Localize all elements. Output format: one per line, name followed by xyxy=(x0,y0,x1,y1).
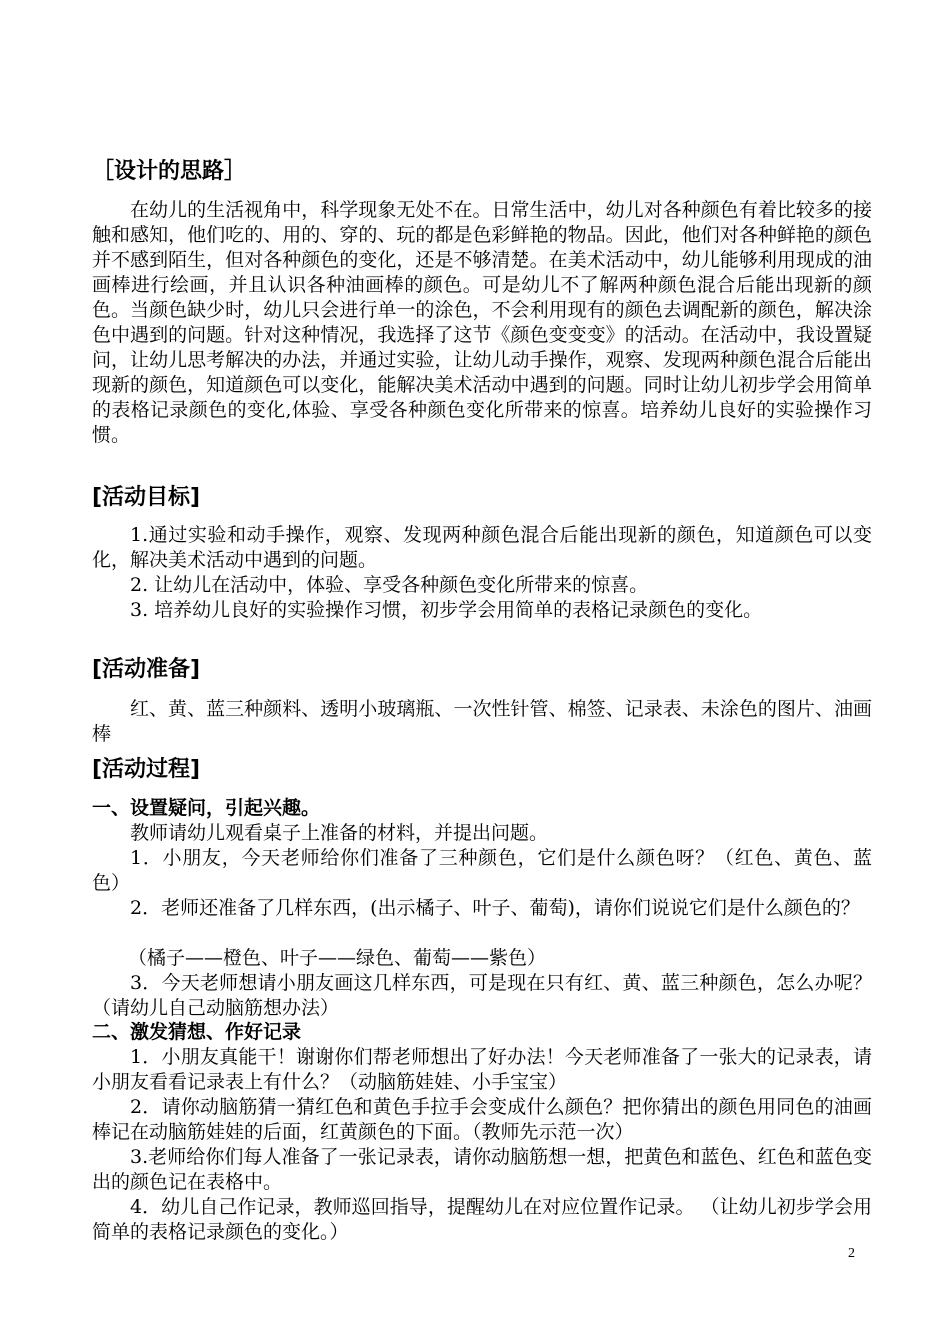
process-part1-q1: 1．小朋友，今天老师给你们准备了三种颜色，它们是什么颜色呀？（红色、黄色、蓝色） xyxy=(92,847,872,894)
process-part2-step1: 1．小朋友真能干！谢谢你们帮老师想出了好办法！今天老师准备了一张大的记录表，请小朋友看看记录表上有什么？（动脑筋娃娃、小手宝宝） xyxy=(92,1046,872,1093)
design-paragraph: 在幼儿的生活视角中，科学现象无处不在。日常生活中，幼儿对各种颜色有着比较多的接触和感知，他们吃的、用的、穿的、玩的都是色彩鲜艳的物品。因此，他们对各种鲜艳的颜色并不感到陌生，但对各种颜色的变化，还是不够清楚。在美术活动中，幼儿能够利用现成的油画棒进行绘画，并且认识各种油画棒的颜色。可是幼儿不了解两种颜色混合后能出现新的颜色。当颜色缺少时，幼儿只会进行单一的涂色，不会利用现有的颜色去调配新的颜色，解决涂色中遇到的问题。针对这种情况，我选择了这节《颜色变变变》的活动。在活动中，我设置疑问，让幼儿思考解决的办法，并通过实验，让幼儿动手操作，观察、发现两种颜色混合后能出现新的颜色，知道颜色可以变化，能解决美术活动中遇到的问题。同时让幼儿初步学会用简单的表格记录颜色的变化,体验、享受各种颜色变化所带来的惊喜。培养幼儿良好的实验操作习惯。 xyxy=(92,199,872,446)
page-number: 2 xyxy=(848,1246,855,1261)
process-part1-q2: 2．老师还准备了几样东西，(出示橘子、叶子、葡萄)，请你们说说它们是什么颜色的？ xyxy=(130,897,860,919)
goal-item-3: 3. 培养幼儿良好的实验操作习惯，初步学会用简单的表格记录颜色的变化。 xyxy=(130,599,763,621)
design-heading: ［设计的思路］ xyxy=(92,159,247,184)
process-part1-a2: （橘子——橙色、叶子——绿色、葡萄——紫色） xyxy=(128,947,547,969)
goal-item-1: 1.通过实验和动手操作，观察、发现两种颜色混合后能出现新的颜色，知道颜色可以变化，解决美术活动中遇到的问题。 xyxy=(92,524,872,571)
process-part2-title: 二、激发猜想、作好记录 xyxy=(92,1021,302,1043)
goal-item-2: 2. 让幼儿在活动中，体验、享受各种颜色变化所带来的惊喜。 xyxy=(130,574,649,596)
process-heading: [活动过程] xyxy=(92,757,201,782)
process-part1-intro: 教师请幼儿观看桌子上准备的材料，并提出问题。 xyxy=(130,822,549,844)
process-part2-step3: 3.老师给你们每人准备了一张记录表，请你动脑筋想一想，把黄色和蓝色、红色和蓝色变出的颜色记在表格中。 xyxy=(92,1146,872,1193)
process-part1-q3: 3．今天老师想请小朋友画这几样东西，可是现在只有红、黄、蓝三种颜色，怎么办呢？（请幼儿自己动脑筋想办法） xyxy=(92,972,872,1019)
prep-heading: [活动准备] xyxy=(92,657,201,682)
process-part2-step2: 2．请你动脑筋猜一猜红色和黄色手拉手会变成什么颜色？把你猜出的颜色用同色的油画棒记在动脑筋娃娃的后面，红黄颜色的下面。（教师先示范一次） xyxy=(92,1096,872,1143)
process-part2-step4: 4．幼儿自己作记录，教师巡回指导，提醒幼儿在对应位置作记录。 （让幼儿初步学会用简单的表格记录颜色的变化。） xyxy=(92,1196,872,1243)
goals-heading: [活动目标] xyxy=(92,485,201,510)
prep-paragraph: 红、黄、蓝三种颜料、透明小玻璃瓶、一次性针管、棉签、记录表、未涂色的图片、油画棒 xyxy=(92,698,872,745)
process-part1-title: 一、设置疑问，引起兴趣。 xyxy=(92,797,321,819)
